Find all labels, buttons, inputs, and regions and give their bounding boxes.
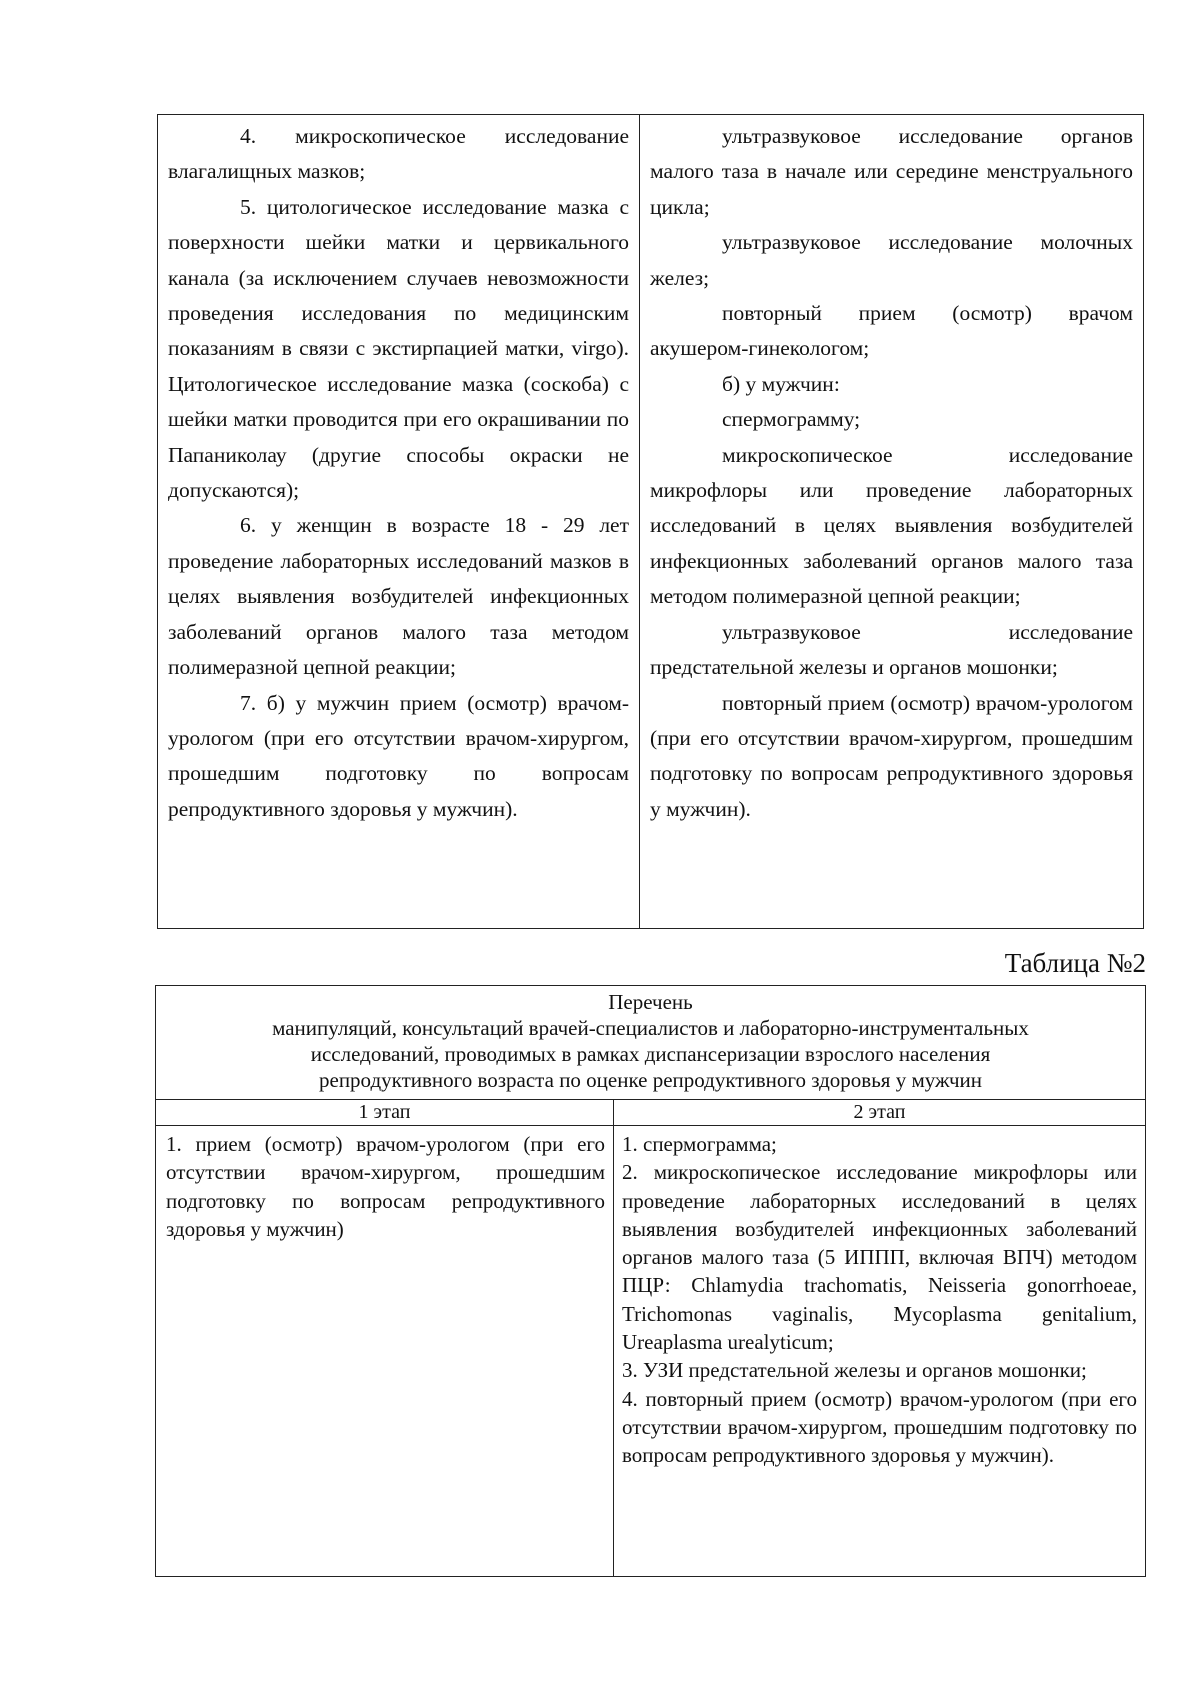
stage-content-row	[156, 1126, 1145, 1576]
right-paragraph: ультразвуковое исследование органов малого таза в начале или середине менструального цикла;	[650, 124, 1133, 219]
stage-header-row	[156, 1100, 1145, 1126]
table-2-header	[156, 986, 1145, 1100]
left-paragraph: 6. у женщин в возрасте 18 - 29 лет проведение лабораторных исследований мазков в целях выявления возбудителей инфекционных заболеваний органов малого таза методом полимеразной цепной реакции;	[168, 513, 629, 680]
stage-1-cell	[156, 1126, 614, 1576]
stage-1-header: 1 этап	[156, 1100, 614, 1125]
left-paragraph: 4. микроскопическое исследование влагалищных мазков;	[168, 124, 629, 184]
table-2-title: Перечень	[608, 990, 693, 1014]
right-paragraph: спермограмму;	[722, 407, 861, 432]
right-paragraph: микроскопическое исследование микрофлоры или проведение лабораторных исследований в целях выявления возбудителей инфекционных заболеваний органов малого таза методом полимеразной цепной реакции;	[650, 442, 1133, 609]
left-paragraph: 5. цитологическое исследование мазка с поверхности шейки матки и цервикального канала (за исключением случаев невозможности проведения исследования по медицинским показаниям в связи с экстирпацией матки, virgo). Цитологическое исследование мазка (соскоба) с шейки матки проводится при его окрашивании по Папаниколау (другие способы окраски не допускаются);	[168, 194, 629, 503]
table-2-subtitle-line: репродуктивного возраста по оценке репродуктивного здоровья у мужчин	[319, 1068, 982, 1092]
left-paragraph: 7. б) у мужчин прием (осмотр) врачом-урологом (при его отсутствии врачом-хирургом, прошедшим подготовку по вопросам репродуктивного здоровья у мужчин).	[168, 690, 629, 821]
stage-2-item: 2. микроскопическое исследование микрофлоры или проведение лабораторных исследований в целях выявления возбудителей инфекционных заболеваний органов малого таза (5 ИППП, включая ВПЧ) методом ПЦР: Chlamydia trachomatis, Neisseria gonorrhoeae, Trichomonas vaginalis, Mycoplasma genitalium, Ureaplasma urealyticum;	[622, 1160, 1137, 1355]
right-paragraph: б) у мужчин:	[722, 371, 840, 396]
right-column	[640, 115, 1143, 928]
table-2-subtitle-line: манипуляций, консультаций врачей-специалистов и лабораторно-инструментальных	[272, 1016, 1029, 1040]
right-paragraph: повторный прием (осмотр) врачом-урологом (при его отсутствии врачом-хирургом, прошедшим подготовку по вопросам репродуктивного здоровья у мужчин).	[650, 690, 1133, 821]
left-column	[158, 115, 640, 928]
table-caption: Таблица №2	[1004, 948, 1146, 978]
stage-2-header: 2 этап	[853, 1101, 906, 1123]
table-2-subtitle-line: исследований, проводимых в рамках диспансеризации взрослого населения	[310, 1042, 991, 1066]
stage-2-item: 4. повторный прием (осмотр) врачом-урологом (при его отсутствии врачом-хирургом, прошедшим подготовку по вопросам репродуктивного здоровья у мужчин).	[622, 1386, 1137, 1468]
stage-2-cell	[614, 1126, 1145, 1576]
right-paragraph: ультразвуковое исследование предстательной железы и органов мошонки;	[650, 619, 1133, 680]
right-paragraph: ультразвуковое исследование молочных желез;	[650, 230, 1133, 290]
stage-2-item: 3. УЗИ предстательной железы и органов мошонки;	[622, 1358, 1087, 1383]
right-paragraph: повторный прием (осмотр) врачом акушером-гинекологом;	[650, 301, 1133, 361]
stage-2-item: 1. спермограмма;	[622, 1132, 777, 1156]
table-2	[155, 985, 1146, 1577]
continuation-table	[157, 114, 1144, 929]
stage-1-item: 1. прием (осмотр) врачом-урологом (при его отсутствии врачом-хирургом, прошедшим подготовку по вопросам репродуктивного здоровья у мужчин)	[166, 1132, 605, 1241]
